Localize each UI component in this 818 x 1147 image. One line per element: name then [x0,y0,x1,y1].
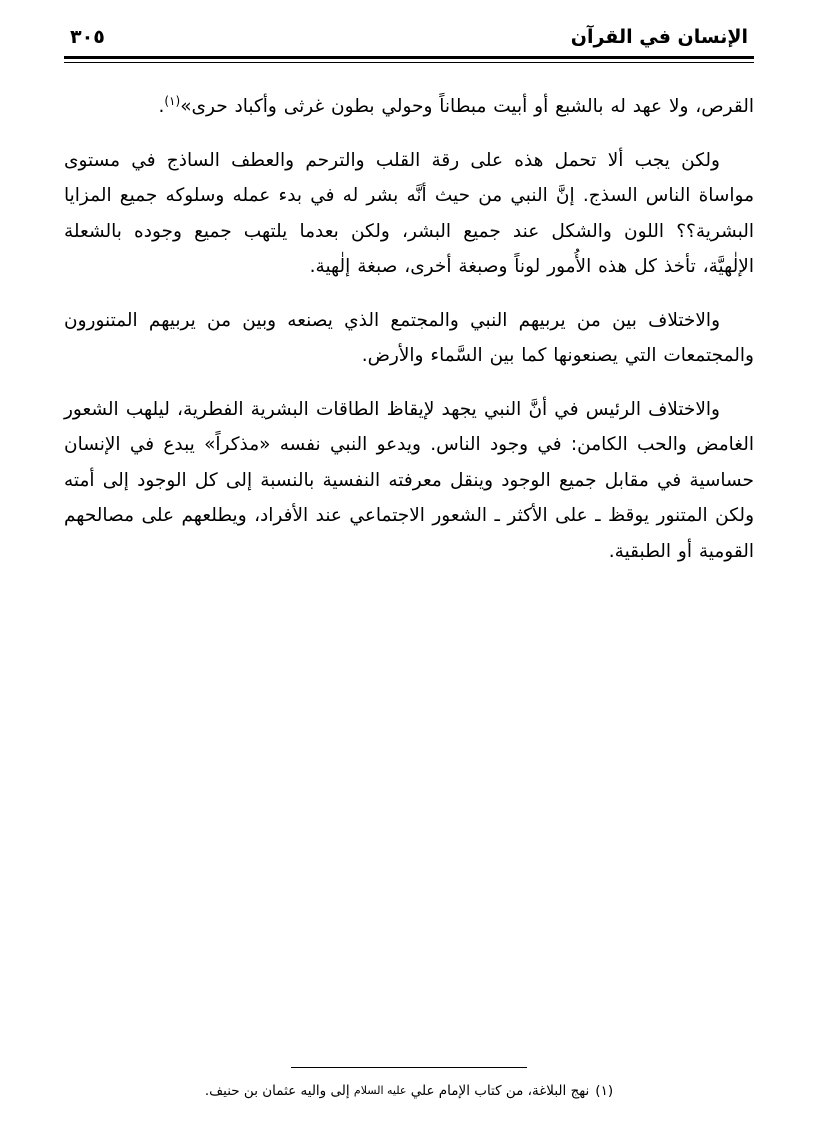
footnote-reference-1: (١) [164,93,181,108]
footnote-divider [291,1067,527,1068]
footnote-text-before: نهج البلاغة، من كتاب الإمام علي [410,1083,590,1100]
paragraph-4: والاختلاف الرئيس في أنَّ النبي يجهد لإيقاظ الطاقات البشرية الفطرية، ليلهب الشعور الغامض والحب الكامن: في وجود الناس. ويدعو النبي نفسه «مذكراً» يبدع في الإنسان حساسية في مقابل جميع الوجود وينقل معرفته النفسية بالنسبة إلى كل الوجود إلى أمته ولكن المتنور يوقظ ـ على الأكثر ـ الشعور الاجتماعي عند الأفراد، ويطلعهم على مصالحهم القومية أو الطبقية. [64,398,754,562]
page-content-area [64,26,754,1121]
footnote-text-after: إلى واليه عثمان بن حنيف. [204,1083,350,1100]
paragraph-2: ولكن يجب ألا تحمل هذه على رقة القلب والترحم والعطف الساذج في مستوى مواساة الناس السذج. إنَّ النبي من حيث أنَّه بشر له في بدء عمله وسلوكه جميع المزايا البشرية؟؟ اللون والشكل عند جميع البشر، ولكن بعدما يلتهب جميع وجوده بالشعلة الإلٰهيَّة، تأخذ كل هذه الأُمور لوناً وصبغة أخرى، صبغة إلٰهية. [64,149,754,278]
book-title: الإنسان في القرآن [570,26,748,48]
paragraph-1-tail: . [158,96,165,117]
paragraph-1 [64,89,754,125]
header-divider [64,56,754,63]
footnote-marker: (١) [595,1083,614,1100]
body-text [64,89,754,569]
footnote-area [64,1067,754,1103]
paragraph-3: والاختلاف بين من يربيهم النبي والمجتمع الذي يصنعه وبين من يربيهم المتنورون والمجتمعات التي يصنعونها كما بين السَّماء والأرض. [64,309,754,367]
footnote-entry [64,1080,754,1103]
paragraph-1-text: القرص، ولا عهد له بالشبع أو أبيت مبطاناً وحولي بطون غرثى وأكباد حرى» [180,96,754,117]
salutation-glyph: عليه السلام [353,1084,407,1098]
page-number: ٣٠٥ [70,26,105,48]
page-header [64,26,754,48]
